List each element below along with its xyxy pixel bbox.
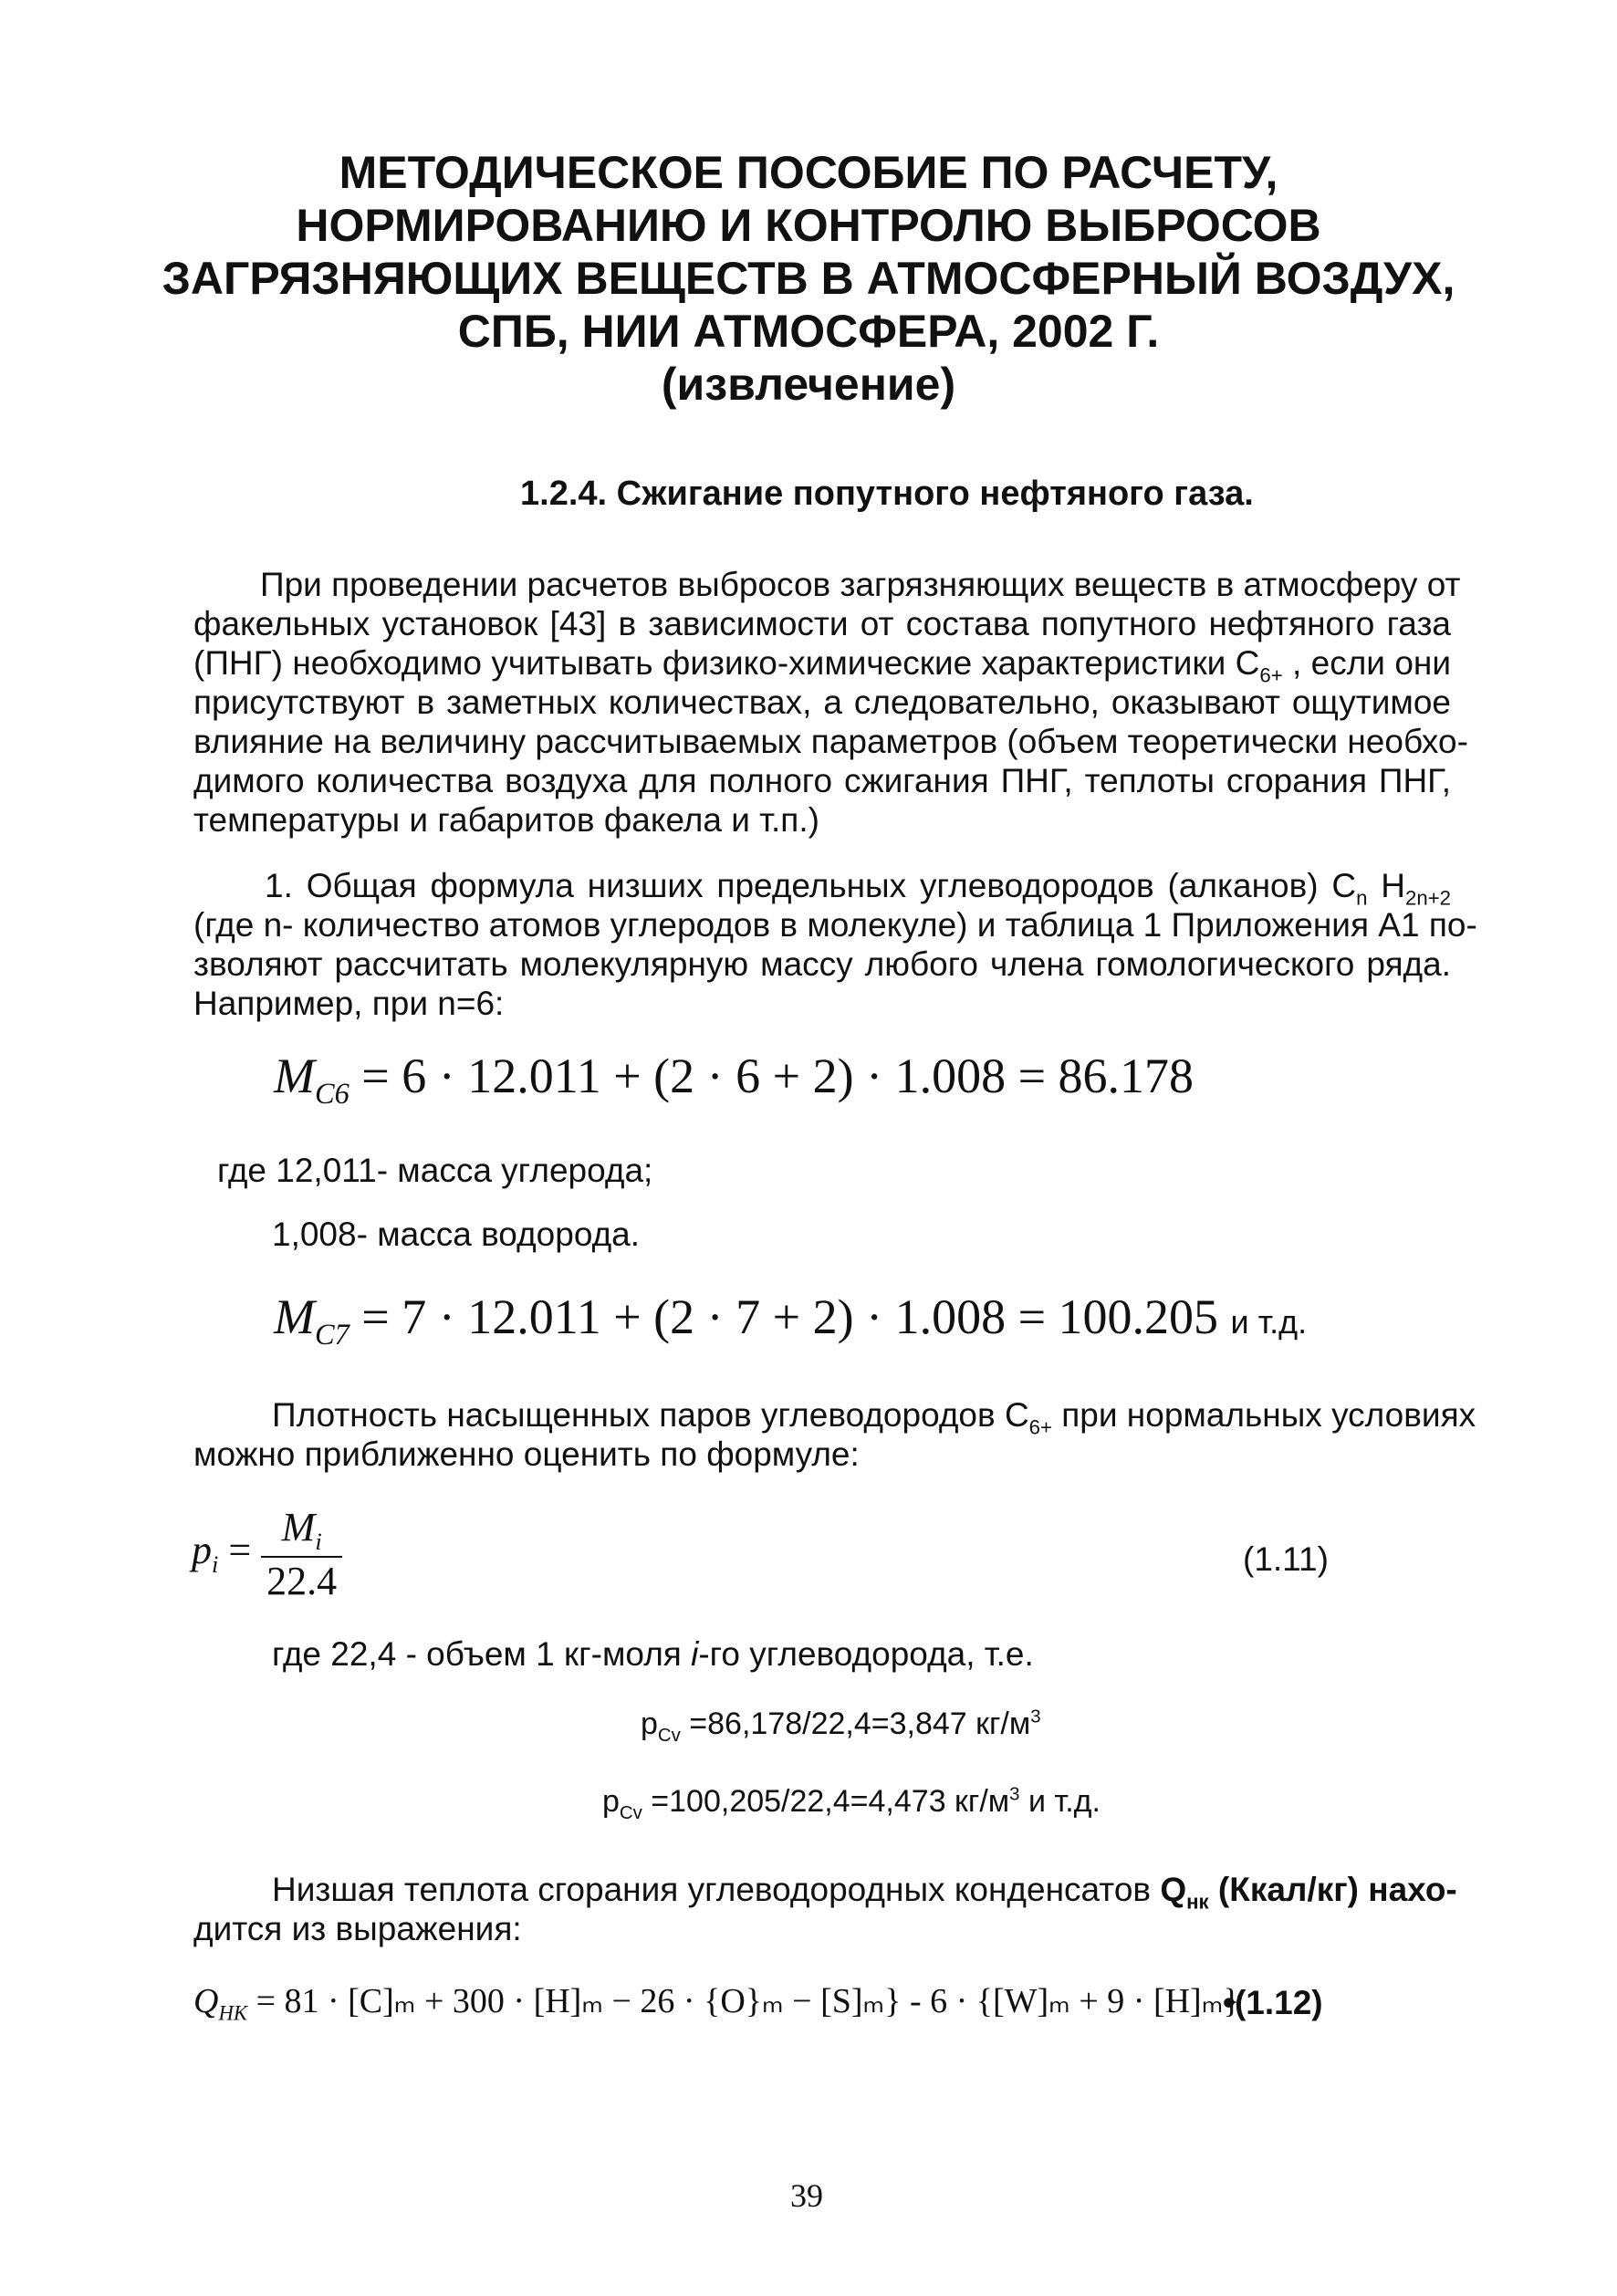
item1-line-2: (где n- количество атомов углеродов в молекуле) и таблица 1 Приложения А1 по- — [193, 906, 1477, 944]
mc7-suffix: и т.д. — [1230, 1303, 1308, 1341]
density-ex1-value: =86,178/22,4=3,847 кг/м — [680, 1706, 1031, 1741]
heat-lhs: Q — [193, 1982, 219, 2020]
intro-line-3 — [193, 644, 1451, 687]
c6plus-subscript: 6+ — [1028, 1415, 1052, 1439]
density-ex1-sup: 3 — [1030, 1706, 1041, 1727]
formula-density — [192, 1504, 342, 1604]
page-number: 39 — [790, 2177, 823, 2214]
density-example-2 — [602, 1784, 1101, 1824]
where-carbon: где 12,011- масса углерода; — [217, 1152, 653, 1189]
where-volume — [272, 1635, 1034, 1674]
mc7-m: M — [274, 1289, 315, 1344]
density-lhs: p — [192, 1528, 212, 1572]
density-ex1-sub: Cv — [657, 1725, 681, 1746]
2n2-subscript: 2n+2 — [1405, 886, 1451, 910]
formula-mc6 — [274, 1048, 1194, 1111]
intro-line-6: димого количества воздуха для полного сжигания ПНГ, теплоты сгорания ПНГ, — [193, 762, 1451, 799]
intro-line-3-tail: , если они — [1282, 644, 1451, 682]
density-line-2: можно приближенно оценить по формуле: — [193, 1435, 860, 1473]
item1-line-3: зволяют рассчитать молекулярную массу любого члена гомологического ряда. — [193, 945, 1451, 983]
title-line-4: СПБ, НИИ АТМОСФЕРА, 2002 Г. — [457, 306, 1160, 357]
intro-line-5: влияние на величину рассчитываемых параметров (объем теоретически необхо- — [193, 723, 1468, 760]
item1-line-1-text: 1. Общая формула низших предельных углеводородов (алканов) С — [265, 867, 1357, 904]
density-line-1-text: Плотность насыщенных паров углеводородов С — [272, 1396, 1029, 1434]
density-ex1-p: p — [641, 1706, 658, 1741]
heat-line-1-text: Низшая теплота сгорания углеводородных конденсатов — [272, 1871, 1161, 1908]
where-volume-text: где 22,4 - объем 1 кг-моля — [272, 1635, 692, 1673]
section-heading: 1.2.4. Сжигание попутного нефтяного газа. — [520, 475, 1254, 513]
heat-q: Q — [1160, 1871, 1187, 1908]
title-line-1: МЕТОДИЧЕСКОЕ ПОСОБИЕ ПО РАСЧЕТУ, — [339, 147, 1278, 198]
intro-line-1: При проведении расчетов выбросов загрязняющих веществ в атмосферу от — [260, 566, 1461, 603]
heat-line-2: дится из выражения: — [193, 1910, 522, 1947]
title-line-3: ЗАГРЯЗНЯЮЩИХ ВЕЩЕСТВ В АТМОСФЕРНЫЙ ВОЗДУХ, — [162, 253, 1455, 304]
density-example-1 — [641, 1706, 1041, 1747]
density-line-1 — [272, 1396, 1476, 1439]
heat-q-sub: нк — [1186, 1890, 1209, 1914]
where-volume-i: i — [691, 1635, 699, 1673]
density-num-sub: i — [315, 1527, 322, 1555]
intro-line-2: факельных установок [43] в зависимости от состава попутного нефтяного газа — [193, 605, 1451, 642]
density-fraction — [261, 1504, 342, 1604]
heat-lhs-sub: НК — [218, 2001, 248, 2025]
density-denominator: 22.4 — [266, 1558, 338, 1603]
mc7-rhs: = 7 · 12.011 + (2 · 7 + 2) · 1.008 = 100.205 — [349, 1289, 1219, 1344]
heat-rhs: = 81 · [C]ₘ + 300 · [H]ₘ − 26 · {O}ₘ − [S]ₘ} - 6 · {[W]ₘ + 9 · [H]ₘ} — [247, 1982, 1240, 2020]
intro-line-7: температуры и габаритов факела и т.п.) — [193, 801, 819, 839]
title-line-5: (извлечение) — [661, 359, 956, 410]
mc6-rhs: = 6 · 12.011 + (2 · 6 + 2) · 1.008 = 86.178 — [349, 1049, 1194, 1103]
density-ex2-p: p — [602, 1784, 620, 1819]
density-ex2-value: =100,205/22,4=4,473 кг/м — [642, 1784, 1010, 1819]
equation-number-1-11: (1.11) — [1243, 1540, 1329, 1578]
equation-number-1-12: •(1.12) — [1223, 1984, 1323, 2021]
density-ex2-sup: 3 — [1009, 1784, 1020, 1805]
density-ex2-suffix: и т.д. — [1019, 1784, 1101, 1819]
item1-line-1 — [265, 867, 1451, 910]
c6-subscript: 6+ — [1259, 663, 1283, 687]
density-line-1-tail: при нормальных условиях — [1051, 1396, 1476, 1434]
density-lhs-sub: i — [212, 1550, 219, 1578]
mc6-sub: C6 — [314, 1077, 349, 1111]
where-volume-tail: -го углеводорода, т.е. — [698, 1635, 1034, 1673]
intro-line-3-text: (ПНГ) необходимо учитывать физико-химические характеристики С — [193, 644, 1260, 682]
density-ex2-sub: Cv — [619, 1802, 642, 1823]
density-numerator — [261, 1504, 342, 1558]
mc6-m: M — [274, 1049, 315, 1103]
mc7-sub: C7 — [314, 1318, 349, 1352]
where-hydrogen: 1,008- масса водорода. — [272, 1216, 641, 1253]
item1-line-1-h: Н — [1367, 867, 1406, 904]
item1-line-4: Например, при n=6: — [193, 985, 505, 1022]
heat-line-1-tail: (Ккал/кг) нахо- — [1208, 1871, 1457, 1908]
intro-line-4: присутствуют в заметных количествах, а следовательно, оказывают ощутимое — [193, 684, 1451, 721]
heat-line-1 — [272, 1871, 1457, 1914]
density-eq: = — [218, 1528, 262, 1572]
formula-mc7 — [274, 1289, 1307, 1352]
density-num-m: M — [281, 1505, 316, 1550]
title-line-2: НОРМИРОВАНИЮ И КОНТРОЛЮ ВЫБРОСОВ — [296, 200, 1321, 251]
n-subscript: n — [1356, 886, 1368, 910]
formula-heat — [193, 1980, 1240, 2026]
